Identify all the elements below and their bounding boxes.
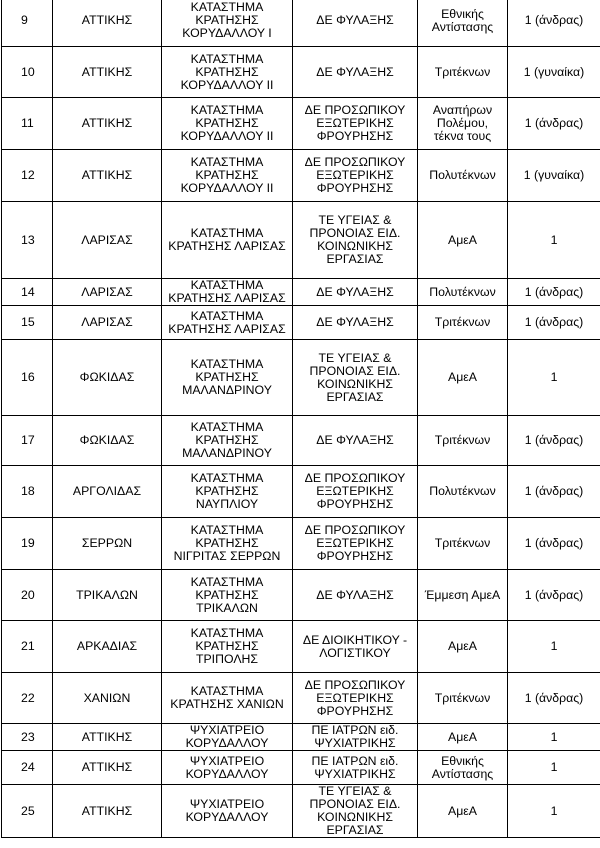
category-cell-line: ΑμεΑ (448, 803, 477, 818)
table-row (2, 785, 600, 838)
specialty-cell (293, 518, 418, 570)
facility-cell (162, 621, 293, 673)
facility-cell-line: ΚΑΤΑΣΤΗΜΑ (190, 226, 264, 240)
facility-cell (162, 306, 293, 340)
positions-cell (508, 621, 600, 673)
region-cell (53, 673, 162, 724)
row-number (2, 306, 53, 340)
specialty-cell-line: ΦΡΟΥΡΗΣΗΣ (316, 181, 394, 195)
specialty-cell-line: ΦΡΟΥΡΗΣΗΣ (316, 703, 394, 718)
facility-cell (162, 466, 293, 518)
category-cell-line: Εθνικής (441, 6, 484, 21)
table-row (2, 416, 600, 466)
region-cell (53, 416, 162, 466)
row-number (2, 279, 53, 306)
specialty-cell (293, 202, 418, 279)
facility-cell-line: ΚΑΤΑΣΤΗΜΑ (190, 103, 264, 117)
facility-cell-line: ΝΑΥΠΛΙΟΥ (195, 497, 259, 511)
category-cell (418, 570, 508, 621)
region-cell-text: ΑΤΤΙΚΗΣ (81, 803, 133, 818)
facility-cell-line: ΨΥΧΙΑΤΡΕΙΟ (189, 797, 265, 811)
specialty-cell-line: ΔΕ ΦΥΛΑΞΗΣ (316, 433, 394, 447)
specialty-cell (293, 466, 418, 518)
specialty-cell (293, 150, 418, 202)
positions-cell-text: 1 (550, 232, 558, 247)
region-cell-text: ΛΑΡΙΣΑΣ (81, 284, 133, 299)
facility-cell-line: ΚΡΑΤΗΣΗΣ (195, 64, 259, 79)
specialty-cell-line: ΕΞΩΤΕΡΙΚΗΣ (316, 168, 394, 182)
facility-cell (162, 98, 293, 150)
positions-cell (508, 416, 600, 466)
row-number-text: 14 (21, 284, 35, 299)
category-cell-line: Αντίστασης (431, 19, 494, 34)
row-number (2, 751, 53, 785)
row-number (2, 570, 53, 621)
table-row (2, 47, 600, 98)
facility-cell (162, 279, 293, 306)
table-row (2, 202, 600, 279)
region-cell-text: ΣΕΡΡΩΝ (81, 536, 133, 550)
positions-cell-text: 1 (άνδρας) (524, 690, 584, 705)
positions-cell (508, 751, 600, 785)
region-cell (53, 621, 162, 673)
facility-cell (162, 416, 293, 466)
category-cell (418, 47, 508, 98)
facility-cell-line: ΚΡΑΤΗΣΗΣ (195, 433, 259, 447)
facility-cell-line: ΚΑΤΑΣΤΗΜΑ (190, 155, 264, 169)
row-number (2, 785, 53, 838)
facility-cell-line: ΚΡΑΤΗΣΗΣ ΛΑΡΙΣΑΣ (168, 239, 286, 253)
category-cell-line: Τριτέκνων (434, 64, 491, 79)
specialty-cell-line: ΦΡΟΥΡΗΣΗΣ (316, 549, 394, 563)
row-number-text: 17 (21, 433, 35, 447)
specialty-cell-line: ΕΞΩΤΕΡΙΚΗΣ (316, 484, 394, 498)
specialty-cell-line: ΠΡΟΝΟΙΑΣ ΕΙΔ. (309, 797, 401, 811)
specialty-cell-line: ΔΕ ΠΡΟΣΩΠΙΚΟΥ (304, 103, 406, 117)
specialty-cell-line: ΦΡΟΥΡΗΣΗΣ (316, 129, 394, 143)
category-cell (418, 150, 508, 202)
specialty-cell (293, 570, 418, 621)
specialty-cell (293, 785, 418, 838)
specialty-cell-line: ΨΥΧΙΑΤΡΙΚΗΣ (314, 736, 396, 750)
region-cell (53, 340, 162, 416)
specialty-cell (293, 416, 418, 466)
facility-cell (162, 340, 293, 416)
facility-cell-line: ΚΡΑΤΗΣΗΣ (195, 587, 259, 602)
facility-cell-line: ΚΑΤΑΣΤΗΜΑ (190, 471, 264, 485)
facility-cell (162, 47, 293, 98)
category-cell-line: Τριτέκνων (434, 536, 491, 550)
region-cell (53, 518, 162, 570)
positions-cell-text: 1 (άνδρας) (524, 284, 584, 299)
facility-cell-line: ΚΟΡΥΔΑΛΛΟΥ (185, 736, 269, 750)
category-cell-line: Αντίστασης (431, 766, 494, 781)
facility-cell-line: ΨΥΧΙΑΤΡΕΙΟ (189, 723, 265, 737)
row-number-text: 23 (21, 729, 35, 744)
facility-cell-line: ΚΟΡΥΔΑΛΛΟΥ ΙΙ (180, 77, 274, 92)
region-cell (53, 98, 162, 150)
region-cell (53, 570, 162, 621)
category-cell (418, 673, 508, 724)
facility-cell-line: ΚΑΤΑΣΤΗΜΑ (190, 308, 264, 323)
region-cell (53, 202, 162, 279)
specialty-cell-line: ΨΥΧΙΑΤΡΙΚΗΣ (314, 766, 396, 781)
table-row (2, 724, 600, 751)
positions-cell-text: 1 (άνδρας) (524, 587, 584, 602)
facility-cell-line: ΚΑΤΑΣΤΗΜΑ (190, 0, 264, 14)
category-cell (418, 202, 508, 279)
row-number-text: 21 (21, 639, 35, 653)
facility-cell (162, 724, 293, 751)
facility-cell-line: ΚΡΑΤΗΣΗΣ ΛΑΡΙΣΑΣ (168, 291, 286, 305)
category-cell (418, 724, 508, 751)
positions-cell (508, 340, 600, 416)
category-cell-line: Τριτέκνων (434, 315, 491, 329)
specialty-cell (293, 673, 418, 724)
positions-cell (508, 785, 600, 838)
specialty-cell (293, 751, 418, 785)
facility-cell-line: ΚΡΑΤΗΣΗΣ (195, 536, 259, 550)
row-number-text: 11 (21, 116, 34, 130)
category-cell-line: Τριτέκνων (434, 433, 491, 447)
category-cell-line: ΑμεΑ (448, 639, 477, 653)
specialty-cell-line: ΕΞΩΤΕΡΙΚΗΣ (316, 536, 394, 550)
positions-cell (508, 673, 600, 724)
positions-cell-text: 1 (γυναίκα) (523, 168, 585, 182)
region-cell-text: ΑΡΓΟΛΙΔΑΣ (72, 484, 142, 498)
specialty-cell-line: ΔΕ ΠΡΟΣΩΠΙΚΟΥ (304, 523, 406, 537)
specialty-cell-line: ΤΕ ΥΓΕΙΑΣ & (318, 213, 392, 227)
table-row (2, 306, 600, 340)
specialty-cell-line: ΛΟΓΙΣΤΙΚΟΥ (319, 645, 391, 660)
row-number (2, 724, 53, 751)
region-cell (53, 279, 162, 306)
row-number (2, 0, 53, 47)
table-row (2, 0, 600, 47)
region-cell (53, 466, 162, 518)
category-cell (418, 340, 508, 416)
facility-cell-line: ΨΥΧΙΑΤΡΕΙΟ (189, 753, 265, 768)
category-cell (418, 751, 508, 785)
facility-cell-line: ΚΟΡΥΔΑΛΛΟΥ ΙΙ (180, 129, 274, 143)
region-cell (53, 751, 162, 785)
row-number (2, 47, 53, 98)
positions-cell-text: 1 (550, 760, 558, 774)
specialty-cell-line: ΔΕ ΠΡΟΣΩΠΙΚΟΥ (304, 677, 406, 692)
facility-cell-line: ΚΑΤΑΣΤΗΜΑ (190, 684, 264, 698)
specialty-cell (293, 621, 418, 673)
facility-cell-line: ΚΡΑΤΗΣΗΣ (195, 484, 259, 498)
positions-cell (508, 570, 600, 621)
positions-cell-text: 1 (άνδρας) (524, 484, 584, 498)
facility-cell-line: ΚΡΑΤΗΣΗΣ ΛΑΡΙΣΑΣ (168, 321, 286, 336)
row-number-text: 13 (21, 232, 35, 247)
positions-cell-text: 1 (γυναίκα) (523, 64, 585, 79)
specialty-cell-line: ΔΕ ΦΥΛΑΞΗΣ (316, 587, 394, 602)
positions-cell-text: 1 (550, 370, 558, 384)
specialty-cell-line: ΤΕ ΥΓΕΙΑΣ & (318, 350, 392, 365)
table-row (2, 340, 600, 416)
positions-cell (508, 518, 600, 570)
facility-cell-line: ΚΑΤΑΣΤΗΜΑ (190, 420, 264, 434)
specialty-cell-line: ΠΕ ΙΑΤΡΩΝ ειδ. (311, 753, 399, 768)
row-number-text: 9 (21, 13, 28, 27)
table-row (2, 751, 600, 785)
category-cell (418, 0, 508, 47)
row-number-text: 15 (21, 315, 35, 329)
region-cell-text: ΑΤΤΙΚΗΣ (81, 116, 133, 130)
positions-cell (508, 98, 600, 150)
facility-cell-line: ΚΑΤΑΣΤΗΜΑ (190, 626, 264, 640)
region-cell (53, 0, 162, 47)
facility-cell-line: ΜΑΛΑΝΔΡΙΝΟΥ (182, 446, 272, 460)
positions-cell-text: 1 (άνδρας) (524, 13, 584, 27)
table-body (2, 0, 600, 838)
specialty-cell-line: ΠΕ ΙΑΤΡΩΝ ειδ. (311, 723, 399, 737)
category-cell-line: Πολυτέκνων (429, 484, 496, 498)
positions-cell-text: 1 (άνδρας) (524, 433, 584, 447)
facility-cell-line: ΚΑΤΑΣΤΗΜΑ (190, 278, 264, 292)
facility-cell-line: ΚΡΑΤΗΣΗΣ (195, 168, 259, 182)
category-cell-line: Πολυτέκνων (429, 168, 496, 182)
region-cell (53, 47, 162, 98)
table-row (2, 98, 600, 150)
region-cell (53, 724, 162, 751)
specialty-cell-line: ΤΕ ΥΓΕΙΑΣ & (318, 784, 392, 798)
table-row (2, 673, 600, 724)
specialty-cell (293, 0, 418, 47)
facility-cell (162, 518, 293, 570)
positions-cell (508, 724, 600, 751)
facility-cell (162, 0, 293, 47)
row-number-text: 22 (21, 690, 35, 705)
category-cell (418, 466, 508, 518)
facility-cell-line: ΝΙΓΡΙΤΑΣ ΣΕΡΡΩΝ (173, 549, 281, 563)
positions-cell-text: 1 (άνδρας) (524, 315, 584, 329)
specialty-cell-line: ΕΡΓΑΣΙΑΣ (326, 389, 384, 404)
table-row (2, 466, 600, 518)
region-cell-text: ΧΑΝΙΩΝ (83, 690, 131, 705)
region-cell-text: ΑΤΤΙΚΗΣ (81, 168, 133, 182)
facility-cell-line: ΚΡΑΤΗΣΗΣ (195, 13, 259, 27)
specialty-cell-line: ΠΡΟΝΟΙΑΣ ΕΙΔ. (309, 363, 401, 378)
facility-cell-line: ΚΑΤΑΣΤΗΜΑ (190, 357, 264, 371)
positions-cell-text: 1 (άνδρας) (524, 536, 584, 550)
facility-cell-line: ΚΡΑΤΗΣΗΣ (195, 639, 259, 653)
specialty-cell-line: ΕΞΩΤΕΡΙΚΗΣ (316, 116, 394, 130)
row-number-text: 18 (21, 484, 35, 498)
category-cell-line: ΑμεΑ (448, 729, 477, 744)
specialty-cell (293, 98, 418, 150)
specialty-cell (293, 306, 418, 340)
specialty-cell-line: ΕΡΓΑΣΙΑΣ (326, 823, 384, 837)
row-number-text: 12 (21, 168, 35, 182)
facility-cell-line: ΚΟΡΥΔΑΛΛΟΥ (185, 810, 269, 824)
category-cell (418, 518, 508, 570)
facility-cell (162, 150, 293, 202)
positions-cell-text: 1 (άνδρας) (524, 116, 584, 130)
facility-cell-line: ΚΟΡΥΔΑΛΛΟΥ (185, 766, 269, 781)
facility-cell (162, 673, 293, 724)
positions-cell (508, 0, 600, 47)
specialty-cell-line: ΚΟΙΝΩΝΙΚΗΣ (317, 239, 393, 253)
category-cell-line: Αναπήρων (432, 103, 493, 117)
facility-cell (162, 785, 293, 838)
category-cell-line: Τριτέκνων (434, 690, 491, 705)
positions-table (1, 0, 600, 838)
category-cell-line: Έμμεση ΑμεΑ (424, 587, 501, 602)
facility-cell-line: ΚΡΑΤΗΣΗΣ ΧΑΝΙΩΝ (170, 697, 284, 711)
region-cell-text: ΑΤΤΙΚΗΣ (81, 760, 133, 774)
row-number (2, 340, 53, 416)
category-cell-line: τέκνα τους (433, 129, 492, 143)
table-row (2, 150, 600, 202)
region-cell-text: ΛΑΡΙΣΑΣ (81, 315, 133, 329)
category-cell-line: ΑμεΑ (448, 370, 477, 384)
facility-cell-line: ΚΑΤΑΣΤΗΜΑ (190, 523, 264, 537)
facility-cell (162, 570, 293, 621)
row-number (2, 673, 53, 724)
specialty-cell (293, 724, 418, 751)
row-number (2, 518, 53, 570)
region-cell-text: ΑΤΤΙΚΗΣ (81, 13, 133, 27)
region-cell-text: ΦΩΚΙΔΑΣ (79, 370, 135, 384)
specialty-cell-line: ΔΕ ΠΡΟΣΩΠΙΚΟΥ (304, 155, 406, 169)
positions-cell-text: 1 (550, 803, 558, 818)
region-cell-text: ΑΤΤΙΚΗΣ (81, 729, 133, 744)
category-cell (418, 306, 508, 340)
row-number (2, 150, 53, 202)
positions-cell (508, 279, 600, 306)
facility-cell-line: ΚΡΑΤΗΣΗΣ (195, 116, 259, 130)
specialty-cell-line: ΔΕ ΔΙΟΙΚΗΤΙΚΟΥ - (302, 632, 408, 647)
region-cell-text: ΛΑΡΙΣΑΣ (81, 232, 133, 247)
specialty-cell-line: ΔΕ ΦΥΛΑΞΗΣ (316, 13, 394, 27)
specialty-cell (293, 340, 418, 416)
positions-cell-text: 1 (550, 729, 558, 744)
facility-cell-line: ΤΡΙΚΑΛΩΝ (196, 600, 258, 615)
specialty-cell-line: ΕΞΩΤΕΡΙΚΗΣ (316, 690, 394, 705)
category-cell (418, 279, 508, 306)
row-number-text: 19 (21, 536, 35, 550)
row-number-text: 10 (21, 64, 35, 79)
category-cell (418, 416, 508, 466)
facility-cell-line: ΚΑΤΑΣΤΗΜΑ (190, 574, 264, 589)
specialty-cell-line: ΔΕ ΦΥΛΑΞΗΣ (316, 64, 394, 79)
row-number-text: 24 (21, 760, 35, 774)
region-cell (53, 150, 162, 202)
row-number (2, 98, 53, 150)
table-row (2, 621, 600, 673)
row-number (2, 621, 53, 673)
category-cell (418, 785, 508, 838)
positions-cell-text: 1 (550, 639, 558, 653)
facility-cell-line: ΚΡΑΤΗΣΗΣ (195, 370, 259, 384)
category-cell-line: ΑμεΑ (448, 232, 477, 247)
specialty-cell-line: ΕΡΓΑΣΙΑΣ (326, 252, 384, 266)
region-cell (53, 306, 162, 340)
specialty-cell-line: ΔΕ ΠΡΟΣΩΠΙΚΟΥ (304, 471, 406, 485)
category-cell (418, 621, 508, 673)
specialty-cell-line: ΚΟΙΝΩΝΙΚΗΣ (317, 810, 393, 824)
facility-cell (162, 751, 293, 785)
specialty-cell (293, 47, 418, 98)
facility-cell (162, 202, 293, 279)
positions-cell (508, 47, 600, 98)
table-row (2, 570, 600, 621)
specialty-cell-line: ΔΕ ΦΥΛΑΞΗΣ (316, 284, 394, 299)
category-cell-line: Πολυτέκνων (429, 284, 496, 299)
region-cell (53, 785, 162, 838)
positions-cell (508, 202, 600, 279)
category-cell-line: Πολέμου, (436, 116, 489, 130)
facility-cell-line: ΚΟΡΥΔΑΛΛΟΥ ΙΙ (180, 181, 274, 195)
row-number (2, 466, 53, 518)
region-cell-text: ΤΡΙΚΑΛΩΝ (76, 587, 138, 602)
positions-cell (508, 466, 600, 518)
row-number-text: 25 (21, 803, 35, 818)
row-number (2, 416, 53, 466)
row-number-text: 16 (21, 370, 35, 384)
table-row (2, 518, 600, 570)
facility-cell-line: ΤΡΙΠΟΛΗΣ (195, 652, 259, 666)
category-cell (418, 98, 508, 150)
specialty-cell-line: ΚΟΙΝΩΝΙΚΗΣ (317, 376, 393, 391)
positions-cell (508, 150, 600, 202)
region-cell-text: ΑΡΚΑΔΙΑΣ (76, 639, 138, 653)
row-number-text: 20 (21, 587, 35, 602)
specialty-cell-line: ΠΡΟΝΟΙΑΣ ΕΙΔ. (309, 226, 401, 240)
table-row (2, 279, 600, 306)
row-number (2, 202, 53, 279)
specialty-cell-line: ΔΕ ΦΥΛΑΞΗΣ (316, 315, 394, 329)
specialty-cell-line: ΦΡΟΥΡΗΣΗΣ (316, 497, 394, 511)
specialty-cell (293, 279, 418, 306)
region-cell-text: ΦΩΚΙΔΑΣ (79, 433, 135, 447)
facility-cell-line: ΚΑΤΑΣΤΗΜΑ (190, 51, 264, 66)
positions-cell (508, 306, 600, 340)
category-cell-line: Εθνικής (441, 753, 484, 768)
region-cell-text: ΑΤΤΙΚΗΣ (81, 64, 133, 79)
facility-cell-line: ΚΟΡΥΔΑΛΛΟΥ Ι (182, 26, 272, 40)
facility-cell-line: ΜΑΛΑΝΔΡΙΝΟΥ (182, 383, 272, 397)
